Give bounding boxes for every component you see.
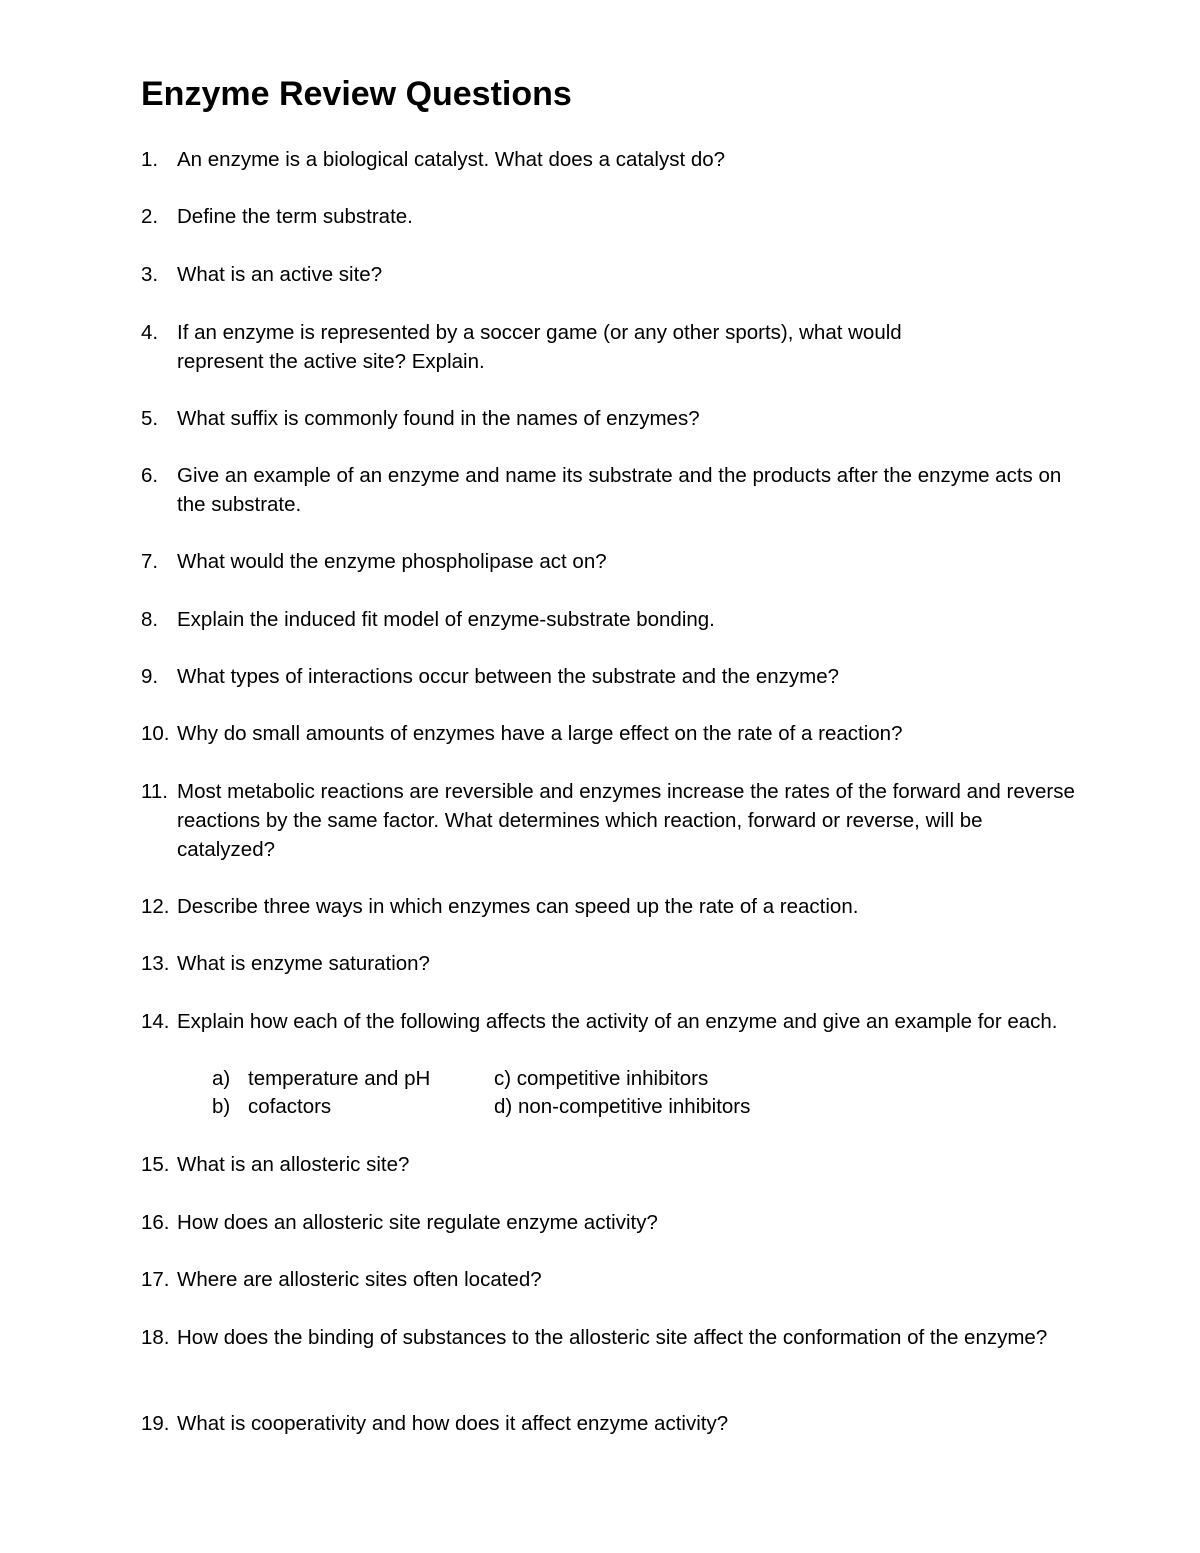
question-text: What is an active site? xyxy=(177,263,383,286)
question-number: 14. xyxy=(141,1010,170,1033)
question-text: How does an allosteric site regulate enzyme activity? xyxy=(177,1211,658,1234)
subitem-letter: a) xyxy=(212,1067,231,1090)
question-number: 5. xyxy=(141,407,159,430)
question-item-3 xyxy=(141,260,1081,289)
question-number: 12. xyxy=(141,895,170,918)
question-number: 10. xyxy=(141,722,170,745)
question-number: 2. xyxy=(141,205,159,228)
question-item-1 xyxy=(141,145,1081,174)
question-item-12 xyxy=(141,892,1081,921)
question-item-8 xyxy=(141,605,1081,634)
question-number: 9. xyxy=(141,665,159,688)
q14-subitem-d xyxy=(494,1093,750,1121)
subitem-letter: b) xyxy=(212,1095,231,1118)
subitem-text: competitive inhibitors xyxy=(516,1067,709,1090)
question-number: 11. xyxy=(141,780,168,803)
q14-subitem-a xyxy=(212,1065,430,1093)
question-item-6 xyxy=(141,461,1081,519)
question-text: How does the binding of substances to the allosteric site affect the conformation of the enzyme? xyxy=(177,1326,1048,1349)
question-text: Explain the induced fit model of enzyme-substrate bonding. xyxy=(177,608,715,631)
q14-subitem-b xyxy=(212,1093,331,1121)
question-text: What types of interactions occur between the substrate and the enzyme? xyxy=(177,665,840,688)
question-item-18 xyxy=(141,1323,1081,1352)
question-number: 3. xyxy=(141,263,159,286)
question-item-4 xyxy=(141,318,1081,376)
question-number: 19. xyxy=(141,1412,170,1435)
subitem-text: non-competitive inhibitors xyxy=(517,1095,751,1118)
question-item-5 xyxy=(141,404,1081,433)
question-number: 6. xyxy=(141,464,159,487)
question-text: If an enzyme is represented by a soccer game (or any other sports), what would represent the active site? Explain. xyxy=(177,321,902,373)
question-item-2 xyxy=(141,202,1081,231)
subitem-text: cofactors xyxy=(248,1095,332,1118)
question-text: What suffix is commonly found in the names of enzymes? xyxy=(177,407,700,430)
question-text: Most metabolic reactions are reversible and enzymes increase the rates of the forward and reverse reactions by the same factor. What determines which reaction, forward or reverse, will be catalyzed? xyxy=(177,780,1075,861)
question-item-11 xyxy=(141,777,1081,864)
question-text: Describe three ways in which enzymes can speed up the rate of a reaction. xyxy=(177,895,859,918)
question-text: What is an allosteric site? xyxy=(177,1153,410,1176)
question-item-10 xyxy=(141,719,1081,748)
question-text: Define the term substrate. xyxy=(177,205,413,228)
question-item-17 xyxy=(141,1265,1081,1294)
question-item-16 xyxy=(141,1208,1081,1237)
subitem-letter: d) xyxy=(494,1095,513,1118)
subitem-letter: c) xyxy=(494,1067,512,1090)
question-number: 16. xyxy=(141,1211,170,1234)
question-item-13 xyxy=(141,949,1081,978)
question-text: Give an example of an enzyme and name its substrate and the products after the enzyme acts on the substrate. xyxy=(177,464,1062,516)
question-text: An enzyme is a biological catalyst. What does a catalyst do? xyxy=(177,148,726,171)
question-number: 1. xyxy=(141,148,159,171)
subitem-text: temperature and pH xyxy=(248,1067,431,1090)
question-number: 17. xyxy=(141,1268,170,1291)
question-text: What would the enzyme phospholipase act on? xyxy=(177,550,607,573)
question-item-19 xyxy=(141,1409,1081,1438)
question-text: What is cooperativity and how does it affect enzyme activity? xyxy=(177,1412,729,1435)
question-item-15 xyxy=(141,1150,1081,1179)
question-text: Explain how each of the following affects the activity of an enzyme and give an example for each. xyxy=(177,1010,1058,1033)
question-item-7 xyxy=(141,547,1081,576)
q14-subitem-c xyxy=(494,1065,708,1093)
question-item-9 xyxy=(141,662,1081,691)
question-number: 8. xyxy=(141,608,159,631)
question-number: 13. xyxy=(141,952,170,975)
question-number: 4. xyxy=(141,321,159,344)
question-text: Where are allosteric sites often located? xyxy=(177,1268,542,1291)
question-number: 18. xyxy=(141,1326,170,1349)
question-text: What is enzyme saturation? xyxy=(177,952,430,975)
question-text: Why do small amounts of enzymes have a large effect on the rate of a reaction? xyxy=(177,722,903,745)
page-title: Enzyme Review Questions xyxy=(141,75,572,113)
question-item-14 xyxy=(141,1007,1081,1036)
question-number: 15. xyxy=(141,1153,170,1176)
question-number: 7. xyxy=(141,550,159,573)
